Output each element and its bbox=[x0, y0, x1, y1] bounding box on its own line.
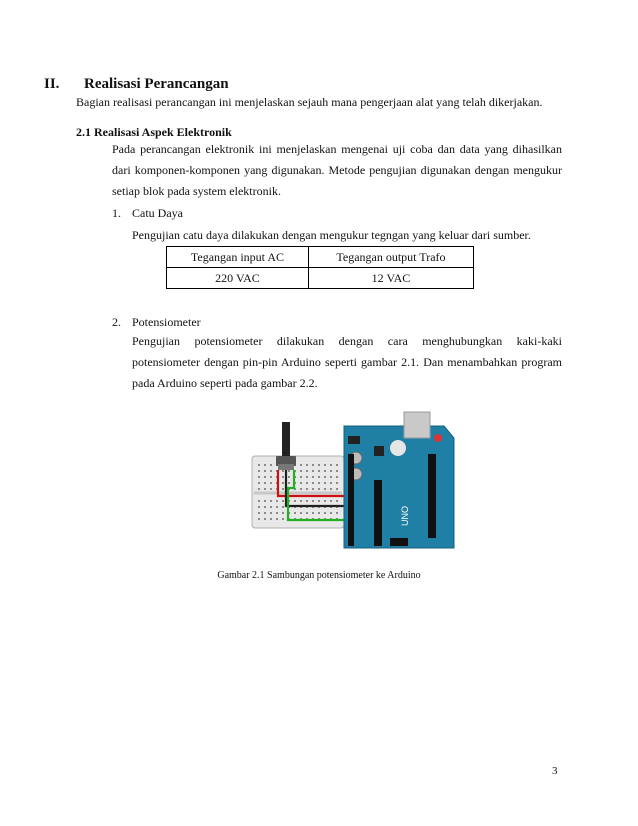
table-header-cell: Tegangan input AC bbox=[167, 247, 309, 268]
board-label: UNO bbox=[400, 506, 410, 526]
section-number: II. bbox=[44, 76, 60, 92]
potentiometer-knob-icon bbox=[282, 422, 290, 458]
section-intro: Bagian realisasi perancangan ini menjelaskan sejauh mana pengerjaan alat yang telah dikerjakan. bbox=[76, 95, 543, 109]
subsection-heading: 2.1 Realisasi Aspek Elektronik bbox=[76, 125, 232, 139]
voltage-table bbox=[166, 246, 474, 289]
page-number: 3 bbox=[552, 765, 558, 777]
catu-daya-description: Pengujian catu daya dilakukan dengan mengukur tegngan yang keluar dari sumber. bbox=[132, 228, 531, 242]
table-row bbox=[167, 268, 474, 289]
section-heading bbox=[44, 76, 229, 93]
list-item-title: Catu Daya bbox=[132, 206, 183, 220]
figure-caption: Gambar 2.1 Sambungan potensiometer ke Arduino bbox=[217, 570, 421, 581]
power-analog-header bbox=[348, 454, 354, 546]
table-header-cell: Tegangan output Trafo bbox=[308, 247, 473, 268]
digital-header bbox=[428, 454, 436, 538]
list-item-number: 1. bbox=[112, 206, 121, 220]
table-header-row bbox=[167, 247, 474, 268]
list-item-number: 2. bbox=[112, 315, 121, 329]
reset-button-icon bbox=[434, 434, 442, 442]
list-item-potensiometer bbox=[112, 315, 201, 330]
section-title: Realisasi Perancangan bbox=[84, 76, 229, 92]
atmega-chip bbox=[374, 480, 382, 546]
potensiometer-description: Pengujian potensiometer dilakukan dengan cara menghubungkan kaki-kaki potensiometer dengan pin-pin Arduino seperti gambar 2.1. Dan menambahkan program pada Arduino seperti pada gambar 2.2. bbox=[132, 334, 562, 390]
subsection-paragraph: Pada perancangan elektronik ini menjelaskan mengenai uji coba dan data yang dihasilkan dari komponen-komponen yang digunakan. Metode pengujian digunakan dengan mengukur setiap blok pada system elektronik. bbox=[112, 142, 562, 198]
table-cell: 220 VAC bbox=[167, 268, 309, 289]
wiring-diagram bbox=[248, 408, 460, 558]
arduino-logo-icon bbox=[390, 440, 406, 456]
arduino-potentiometer-figure bbox=[248, 408, 460, 558]
power-jack bbox=[348, 436, 360, 444]
list-item-catu-daya bbox=[112, 206, 183, 221]
usb-connector bbox=[404, 412, 430, 438]
table-cell: 12 VAC bbox=[308, 268, 473, 289]
list-item-title: Potensiometer bbox=[132, 315, 201, 329]
